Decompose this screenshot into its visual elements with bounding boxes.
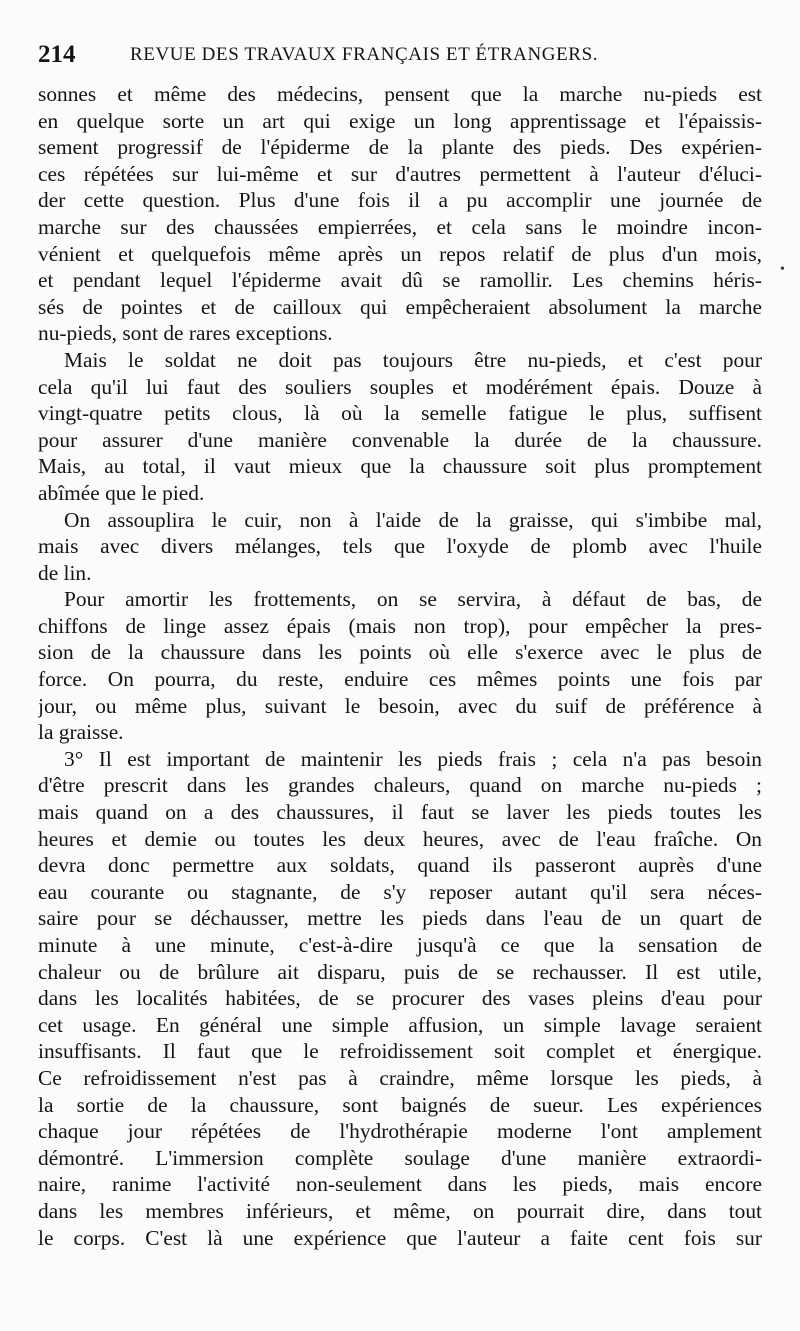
text-line: sés de pointes et de cailloux qui empêcheraient absolument la marche bbox=[38, 294, 762, 319]
running-head: REVUE DES TRAVAUX FRANÇAIS ET ÉTRANGERS. bbox=[130, 44, 599, 65]
text-line: la graisse. bbox=[38, 720, 124, 745]
text-line: naire, ranime l'activité non-seulement dans les pieds, mais encore bbox=[38, 1172, 762, 1197]
text-line: chiffons de linge assez épais (mais non trop), pour empêcher la pres- bbox=[38, 613, 762, 638]
text-line: sement progressif de l'épiderme de la plante des pieds. Des expérien- bbox=[38, 135, 762, 160]
text-line: force. On pourra, du reste, enduire ces mêmes points une fois par bbox=[38, 667, 762, 692]
text-line: Ce refroidissement n'est pas à craindre, même lorsque les pieds, à bbox=[38, 1065, 762, 1090]
text-line: démontré. L'immersion complète soulage d'une manière extraordi- bbox=[38, 1145, 762, 1170]
text-line: jour, ou même plus, suivant le besoin, avec du suif de préférence à bbox=[38, 693, 762, 718]
text-line: heures et demie ou toutes les deux heures, avec de l'eau fraîche. On bbox=[38, 826, 762, 851]
text-line: der cette question. Plus d'une fois il a pu accomplir une journée de bbox=[38, 188, 762, 213]
text-line: dans les membres inférieurs, et même, on pourrait dire, dans tout bbox=[38, 1198, 762, 1223]
text-line: et pendant lequel l'épiderme avait dû se ramollir. Les chemins héris- bbox=[38, 268, 762, 293]
text-line: sion de la chaussure dans les points où elle s'exerce avec le plus de bbox=[38, 640, 762, 665]
text-line: saire pour se déchausser, mettre les pieds dans l'eau de un quart de bbox=[38, 906, 762, 931]
text-line: sonnes et même des médecins, pensent que la marche nu-pieds est bbox=[38, 82, 762, 106]
text-line: nu-pieds, sont de rares exceptions. bbox=[38, 321, 333, 346]
text-line: vénient et quelquefois même après un repos relatif de plus d'un mois, bbox=[38, 241, 762, 266]
text-line: minute à une minute, c'est-à-dire jusqu'à ce que la sensation de bbox=[38, 933, 762, 957]
text-line: dans les localités habitées, de se procurer des vases pleins d'eau pour bbox=[38, 986, 762, 1011]
text-line: insuffisants. Il faut que le refroidissement soit complet et énergique. bbox=[38, 1039, 762, 1064]
text-line: cela qu'il lui faut des souliers souples et modérément épais. Douze à bbox=[38, 374, 762, 399]
text-line: abîmée que le pied. bbox=[38, 480, 205, 505]
body-text bbox=[38, 81, 762, 1251]
text-line: Mais le soldat ne doit pas toujours être nu-pieds, et c'est pour bbox=[64, 347, 762, 372]
text-line: vingt-quatre petits clous, là où la semelle fatigue le plus, suffisent bbox=[38, 401, 762, 426]
text-line: chaleur ou de brûlure ait disparu, puis de se rechausser. Il est utile, bbox=[38, 959, 762, 984]
page-number: 214 bbox=[38, 41, 76, 68]
text-line: 3° Il est important de maintenir les pieds frais ; cela n'a pas besoin bbox=[64, 746, 762, 771]
text-line: marche sur des chaussées empierrées, et cela sans le moindre incon- bbox=[38, 214, 762, 239]
text-line: pour assurer d'une manière convenable la durée de la chaussure. bbox=[38, 427, 762, 452]
page-header bbox=[38, 40, 758, 70]
text-line: Pour amortir les frottements, on se servira, à défaut de bas, de bbox=[64, 587, 762, 612]
text-line: ces répétées sur lui-même et sur d'autres permettent à l'auteur d'éluci- bbox=[38, 161, 762, 186]
text-line: devra donc permettre aux soldats, quand ils passeront auprès d'une bbox=[38, 853, 762, 878]
text-line: mais quand on a des chaussures, il faut se laver les pieds toutes les bbox=[38, 800, 762, 825]
text-line: mais avec divers mélanges, tels que l'oxyde de plomb avec l'huile bbox=[38, 534, 762, 559]
text-line: d'être prescrit dans les grandes chaleurs, quand on marche nu-pieds ; bbox=[38, 773, 762, 798]
text-line: de lin. bbox=[38, 560, 92, 585]
text-line: cet usage. En général une simple affusion, un simple lavage seraient bbox=[38, 1012, 762, 1037]
text-line: On assouplira le cuir, non à l'aide de la graisse, qui s'imbibe mal, bbox=[64, 507, 762, 532]
text-line: eau courante ou stagnante, de s'y reposer autant qu'il sera néces- bbox=[38, 879, 762, 904]
text-line: chaque jour répétées de l'hydrothérapie moderne l'ont amplement bbox=[38, 1119, 762, 1144]
margin-mark: • bbox=[780, 262, 785, 277]
text-line: le corps. C'est là une expérience que l'auteur a faite cent fois sur bbox=[38, 1225, 762, 1250]
text-line: en quelque sorte un art qui exige un long apprentissage et l'épaissis- bbox=[38, 108, 762, 133]
text-line: Mais, au total, il vaut mieux que la chaussure soit plus promptement bbox=[38, 454, 762, 479]
text-line: la sortie de la chaussure, sont baignés de sueur. Les expériences bbox=[38, 1092, 762, 1117]
